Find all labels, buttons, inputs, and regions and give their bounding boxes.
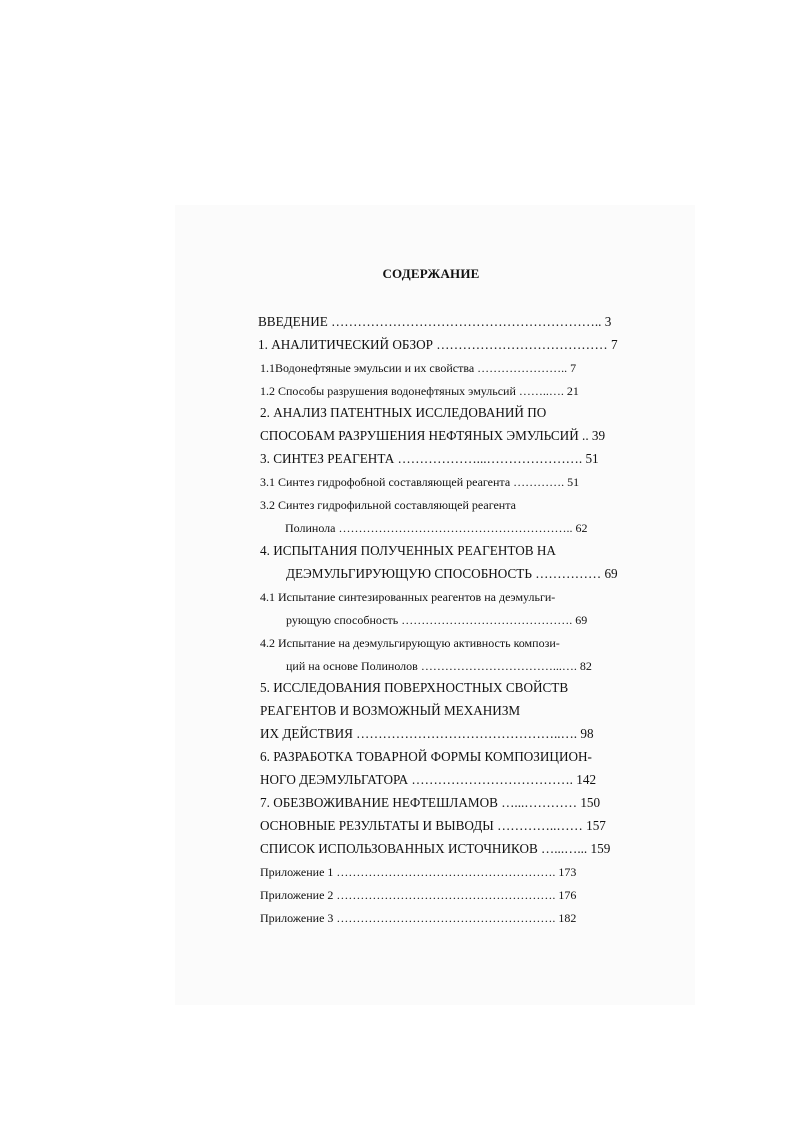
toc-line: 4.1 Испытание синтезированных реагентов на деэмульги- [260,590,556,604]
toc-line: СПОСОБАМ РАЗРУШЕНИЯ НЕФТЯНЫХ ЭМУЛЬСИЙ .. 39 [260,428,606,443]
toc-line: Приложение 3 ………………………………………………. 182 [260,911,577,925]
toc-line: 6. РАЗРАБОТКА ТОВАРНОЙ ФОРМЫ КОМПОЗИЦИОН- [260,749,592,764]
toc-line: 4.2 Испытание на деэмульгирующую активность компози- [260,636,560,650]
toc-line: РЕАГЕНТОВ И ВОЗМОЖНЫЙ МЕХАНИЗМ [260,703,521,718]
toc-line: ВВЕДЕНИЕ …………………………………………………….. 3 [258,314,612,329]
toc-line: Приложение 1 ………………………………………………. 173 [260,865,577,879]
toc-line: 1.2 Способы разрушения водонефтяных эмульсий ……..…. 21 [260,384,579,398]
toc-line: 3.2 Синтез гидрофильной составляющей реагента [260,498,516,512]
toc-line: Приложение 2 ………………………………………………. 176 [260,888,577,902]
toc-line: 3. СИНТЕЗ РЕАГЕНТА ………………...…………………. 51 [260,451,599,466]
toc-line: ций на основе Полинолов ……………………………...…. 82 [286,659,592,673]
toc-line: 1. АНАЛИТИЧЕСКИЙ ОБЗОР ………………………………… 7 [258,337,618,352]
toc-line: Полинола ………………………………………………….. 62 [285,521,588,535]
toc-line: 5. ИССЛЕДОВАНИЯ ПОВЕРХНОСТНЫХ СВОЙСТВ [260,680,569,695]
toc-line: 4. ИСПЫТАНИЯ ПОЛУЧЕННЫХ РЕАГЕНТОВ НА [260,543,556,558]
toc-title: СОДЕРЖАНИЕ [382,266,480,281]
toc-line: 7. ОБЕЗВОЖИВАНИЕ НЕФТЕШЛАМОВ …...………… 150 [260,795,601,810]
toc-line: 2. АНАЛИЗ ПАТЕНТНЫХ ИССЛЕДОВАНИЙ ПО [260,405,547,420]
toc-line: 1.1Водонефтяные эмульсии и их свойства ………………….. 7 [260,361,577,375]
toc-line: ОСНОВНЫЕ РЕЗУЛЬТАТЫ И ВЫВОДЫ …………..…… 157 [260,818,606,833]
toc-line: СПИСОК ИСПОЛЬЗОВАННЫХ ИСТОЧНИКОВ …...…... 159 [260,841,611,856]
toc-line: ДЕЭМУЛЬГИРУЮЩУЮ СПОСОБНОСТЬ …………… 69 [286,566,618,581]
toc-line: 3.1 Синтез гидрофобной составляющей реагента …………. 51 [260,475,580,489]
toc-line: НОГО ДЕЭМУЛЬГАТОРА ………………………………. 142 [260,772,597,787]
toc-line: рующую способность ……………………………………. 69 [286,613,588,627]
toc-line: ИХ ДЕЙСТВИЯ ………………………………………..…. 98 [260,726,594,741]
